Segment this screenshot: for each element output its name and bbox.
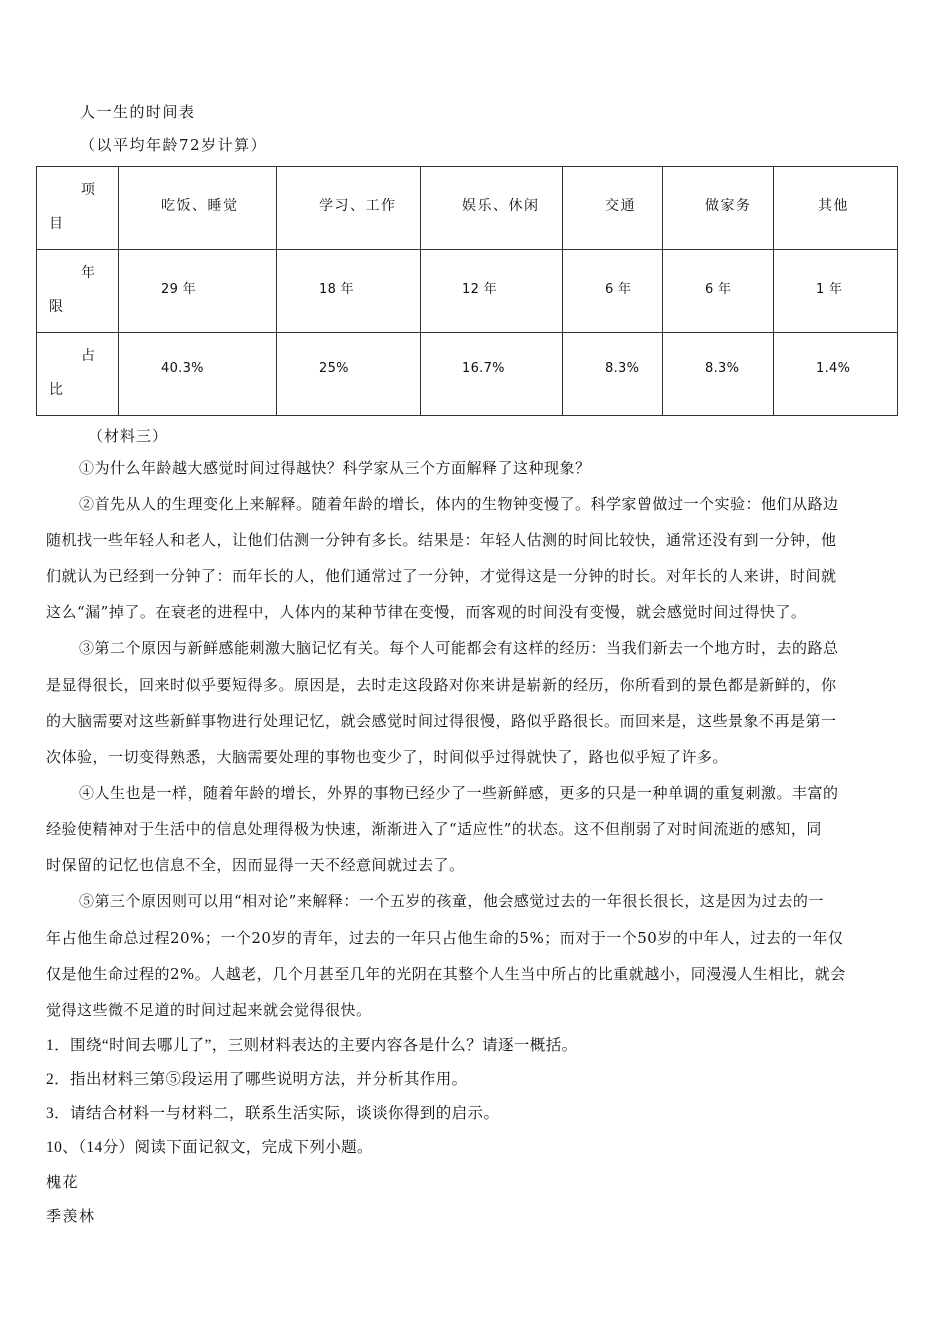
question-1: 1．围绕“时间去哪儿了”，三则材料表达的主要内容各是什么？请逐一概括。 <box>46 1037 578 1054</box>
paragraph-3-line: 次体验，一切变得熟悉，大脑需要处理的事物也变少了，时间似乎过得就快了，路也似乎短了许多。 <box>46 748 729 766</box>
paragraph-4-line: 经验使精神对于生活中的信息处理得极为快速，渐渐进入了“适应性”的状态。这不但削弱了对时间流逝的感知，同 <box>46 820 822 838</box>
table-cell: 8.3% <box>563 333 663 416</box>
article-title: 槐花 <box>46 1173 80 1191</box>
row-header-years: 年 限 <box>37 250 119 333</box>
row-header-items: 项 目 <box>37 167 119 250</box>
table-cell: 1 年 <box>774 250 898 333</box>
paragraph-5-line: 觉得这些微不足道的时间过起来就会觉得很快。 <box>46 1001 372 1019</box>
column-header: 交通 <box>563 167 663 250</box>
table-row-years <box>37 250 898 333</box>
question-2: 2．指出材料三第⑤段运用了哪些说明方法，并分析其作用。 <box>46 1071 468 1088</box>
paragraph-5-line: 仅是他生命过程的2%。人越老，几个月甚至几年的光阴在其整个人生当中所占的比重就越小，同漫漫人生相比，就会 <box>46 965 846 983</box>
table-cell: 40.3% <box>119 333 277 416</box>
paragraph-1-line: ①为什么年龄越大感觉时间过得越快？科学家从三个方面解释了这种现象？ <box>79 459 591 477</box>
table-cell: 16.7% <box>421 333 563 416</box>
column-header: 做家务 <box>663 167 774 250</box>
paragraph-3-line: 是显得很长，回来时似乎要短得多。原因是，去时走这段路对你来讲是崭新的经历，你所看到的景色都是新鲜的，你 <box>46 676 837 694</box>
column-header: 娱乐、休闲 <box>421 167 563 250</box>
paragraph-3-line: ③第二个原因与新鲜感能刺激大脑记忆有关。每个人可能都会有这样的经历：当我们新去一个地方时，去的路总 <box>79 639 839 657</box>
table-subtitle: （以平均年龄72岁计算） <box>80 136 268 154</box>
column-header: 学习、工作 <box>277 167 421 250</box>
paragraph-2-line: 们就认为已经到一分钟了：而年长的人，他们通常过了一分钟，才觉得这是一分钟的时长。对年长的人来讲，时间就 <box>46 567 837 585</box>
paragraph-2-line: 随机找一些年轻人和老人，让他们估测一分钟有多长。结果是：年轻人估测的时间比较快，通常还没有到一分钟，他 <box>46 531 837 549</box>
paragraph-4-line: ④人生也是一样，随着年龄的增长，外界的事物已经少了一些新鲜感，更多的只是一种单调的重复刺激。丰富的 <box>79 784 839 802</box>
column-header: 其他 <box>774 167 898 250</box>
life-time-table <box>36 166 898 416</box>
table-cell: 18 年 <box>277 250 421 333</box>
row-header-percent: 占 比 <box>37 333 119 416</box>
table-row-percent <box>37 333 898 416</box>
table-row-items <box>37 167 898 250</box>
paragraph-2-line: 这么“漏”掉了。在衰老的进程中，人体内的某种节律在变慢，而客观的时间没有变慢，就会感觉时间过得快了。 <box>46 603 807 621</box>
table-cell: 29 年 <box>119 250 277 333</box>
table-title: 人一生的时间表 <box>80 103 196 121</box>
paragraph-2-line: ②首先从人的生理变化上来解释。随着年龄的增长，体内的生物钟变慢了。科学家曾做过一个实验：他们从路边 <box>79 495 839 513</box>
table-cell: 25% <box>277 333 421 416</box>
paragraph-5-line: ⑤第三个原因则可以用“相对论”来解释：一个五岁的孩童，他会感觉过去的一年很长很长，这是因为过去的一 <box>79 892 824 910</box>
table-cell: 8.3% <box>663 333 774 416</box>
article-author: 季羡林 <box>46 1207 96 1225</box>
paragraph-4-line: 时保留的记忆也信息不全，因而显得一天不经意间就过去了。 <box>46 856 465 874</box>
table-cell: 1.4% <box>774 333 898 416</box>
paragraph-5-line: 年占他生命总过程20%；一个20岁的青年，过去的一年只占他生命的5%；而对于一个50岁的中年人，过去的一年仅 <box>46 929 844 947</box>
table-cell: 12 年 <box>421 250 563 333</box>
question-10-heading: 10、（14分）阅读下面记叙文，完成下列小题。 <box>46 1139 373 1156</box>
paragraph-3-line: 的大脑需要对这些新鲜事物进行处理记忆，就会感觉时间过得很慢，路似乎路很长。而回来是，这些景象不再是第一 <box>46 712 837 730</box>
table-cell: 6 年 <box>563 250 663 333</box>
material-three-label: （材料三） <box>88 427 169 445</box>
table-cell: 6 年 <box>663 250 774 333</box>
column-header: 吃饭、睡觉 <box>119 167 277 250</box>
question-3: 3．请结合材料一与材料二，联系生活实际，谈谈你得到的启示。 <box>46 1105 500 1122</box>
